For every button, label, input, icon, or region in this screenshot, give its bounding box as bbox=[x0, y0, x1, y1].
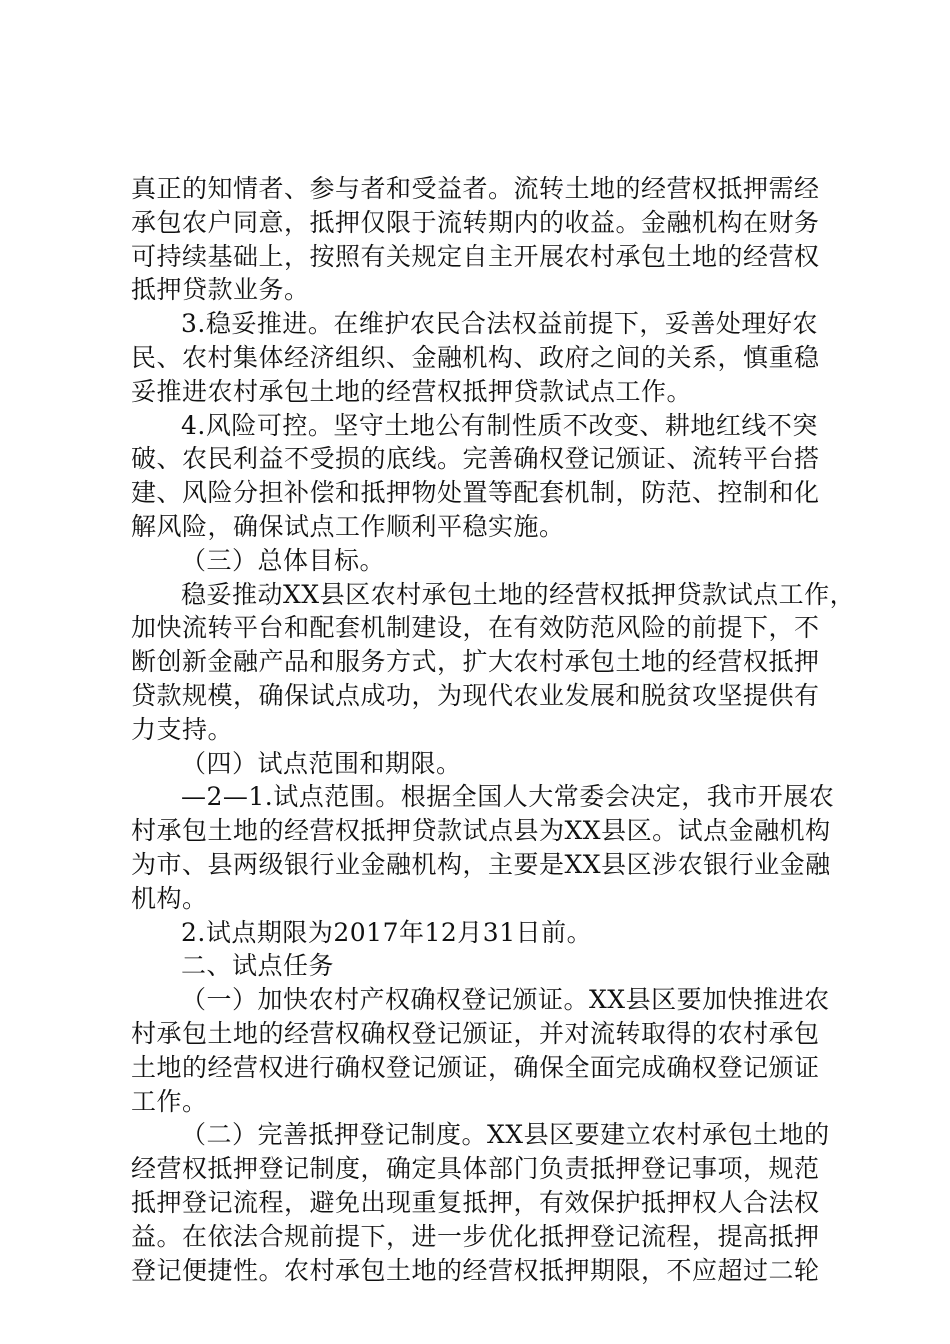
text-line: 二、试点任务 bbox=[181, 951, 335, 981]
text-line: —2—1.试点范围。根据全国人大常委会决定，我市开展农 bbox=[181, 782, 835, 812]
text-line: （一）加快农村产权确权登记颁证。XX县区要加快推进农 bbox=[181, 985, 830, 1015]
text-line: 工作。 bbox=[131, 1086, 208, 1116]
text-line: 建、风险分担补偿和抵押物处置等配套机制，防范、控制和化 bbox=[131, 478, 820, 508]
text-line: （二）完善抵押登记制度。XX县区要建立农村承包土地的 bbox=[181, 1120, 830, 1150]
text-line: 登记便捷性。农村承包土地的经营权抵押期限，不应超过二轮 bbox=[131, 1255, 820, 1285]
text-line: 力支持。 bbox=[131, 714, 234, 744]
text-line: 断创新金融产品和服务方式，扩大农村承包土地的经营权抵押 bbox=[131, 647, 820, 677]
text-line: 机构。 bbox=[131, 883, 208, 913]
text-line: （三）总体目标。 bbox=[181, 545, 386, 575]
text-line: 益。在依法合规前提下，进一步优化抵押登记流程，提高抵押 bbox=[131, 1221, 820, 1251]
text-line: 2.试点期限为2017年12月31日前。 bbox=[181, 917, 593, 947]
text-line: 经营权抵押登记制度，确定具体部门负责抵押登记事项，规范 bbox=[131, 1154, 820, 1184]
text-line: 解风险，确保试点工作顺利平稳实施。 bbox=[131, 511, 565, 541]
text-line: 民、农村集体经济组织、金融机构、政府之间的关系，慎重稳 bbox=[131, 342, 820, 372]
document-body bbox=[131, 172, 856, 1287]
text-line: 破、农民利益不受损的底线。完善确权登记颁证、流转平台搭 bbox=[131, 444, 820, 474]
text-line: 承包农户同意，抵押仅限于流转期内的收益。金融机构在财务 bbox=[131, 207, 820, 237]
text-line: 村承包土地的经营权抵押贷款试点县为XX县区。试点金融机构 bbox=[131, 816, 831, 846]
text-line: 贷款规模，确保试点成功，为现代农业发展和脱贫攻坚提供有 bbox=[131, 680, 820, 710]
text-line: 3.稳妥推进。在维护农民合法权益前提下，妥善处理好农 bbox=[181, 309, 818, 339]
text-line: 4.风险可控。坚守土地公有制性质不改变、耕地红线不突 bbox=[181, 410, 818, 440]
text-line: 妥推进农村承包土地的经营权抵押贷款试点工作。 bbox=[131, 376, 693, 406]
text-line: （四）试点范围和期限。 bbox=[181, 748, 462, 778]
text-line: 村承包土地的经营权确权登记颁证，并对流转取得的农村承包 bbox=[131, 1018, 820, 1048]
text-line: 加快流转平台和配套机制建设，在有效防范风险的前提下，不 bbox=[131, 613, 820, 643]
text-line: 为市、县两级银行业金融机构，主要是XX县区涉农银行业金融 bbox=[131, 849, 831, 879]
text-line: 抵押贷款业务。 bbox=[131, 275, 310, 305]
text-line: 抵押登记流程，避免出现重复抵押，有效保护抵押权人合法权 bbox=[131, 1187, 820, 1217]
text-line: 稳妥推动XX县区农村承包土地的经营权抵押贷款试点工作， bbox=[181, 579, 856, 609]
text-line: 可持续基础上，按照有关规定自主开展农村承包土地的经营权 bbox=[131, 241, 820, 271]
text-line: 土地的经营权进行确权登记颁证，确保全面完成确权登记颁证 bbox=[131, 1052, 820, 1082]
text-line: 真正的知情者、参与者和受益者。流转土地的经营权抵押需经 bbox=[131, 174, 820, 203]
